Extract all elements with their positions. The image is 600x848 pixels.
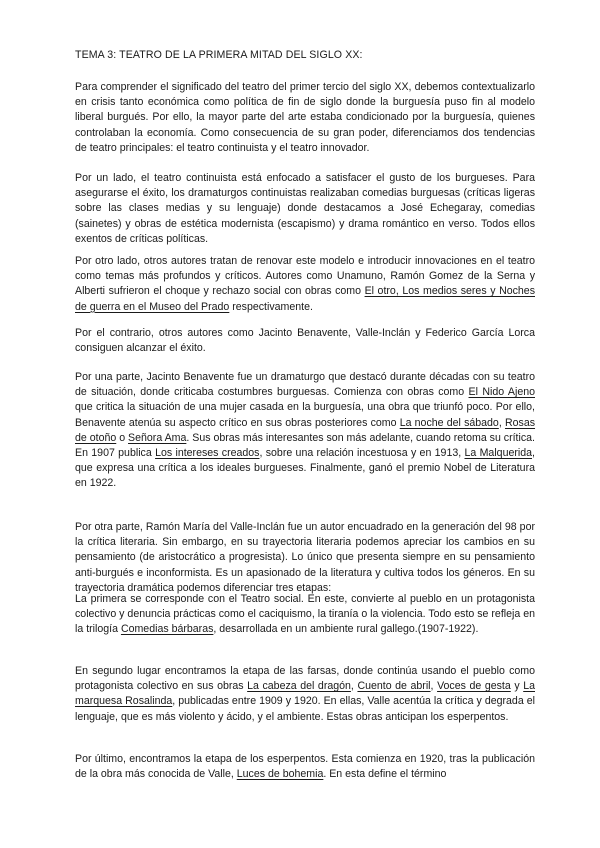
paragraph-text: , que expresa una crítica a los ideales burgueses. Finalmente, ganó el premio Nobel de Literatura en 1922.	[75, 447, 535, 490]
work-title: La cabeza del dragón	[247, 680, 351, 693]
work-title: Señora Ama	[128, 431, 187, 444]
paragraph-exito	[75, 326, 535, 356]
paragraph-text: ,	[498, 416, 505, 429]
paragraph-text: . En esta define el término	[323, 768, 447, 781]
paragraph-text: Por una parte, Jacinto Benavente fue un dramaturgo que destacó durante décadas con su teatro de situación, donde criticaba costumbres burguesas. Comienza con obras como	[75, 371, 535, 399]
paragraph-farsas	[75, 664, 535, 725]
paragraph-text: y	[510, 680, 524, 693]
paragraph-text: , desarrollada en un ambiente rural gallego.(1907-1922).	[213, 623, 479, 636]
work-title: Comedias bárbaras	[120, 623, 214, 636]
paragraph-teatro-continuista	[75, 171, 535, 247]
work-title: Los intereses creados	[155, 447, 260, 460]
paragraph-text: respectivamente.	[229, 300, 313, 313]
paragraph-text: Por último, encontramos la etapa de los esperpentos. Esta comienza en 1920, tras la publicación de la obra más conocida de Valle,	[75, 753, 535, 781]
document-title: TEMA 3: TEATRO DE LA PRIMERA MITAD DEL SIGLO XX:	[75, 49, 363, 61]
paragraph-text: , sobre una relación incestuosa y en 1913,	[259, 447, 465, 460]
work-title: Luces de bohemia	[236, 768, 324, 781]
paragraph-text: La primera se corresponde con el Teatro social. En este, convierte al pueblo en un protagonista colectivo y denuncia prácticas como el caciquismo, la tiranía o la violencia. Todo esto se refleja en la trilogía	[75, 593, 535, 636]
paragraph-text: ,	[350, 680, 358, 693]
paragraph-text: Para comprender el significado del teatro del primer tercio del siglo XX, debemos contextualizarlo en crisis tanto económica como política de fin de siglo donde la burguesía puso fin al modelo liberal burgués. Por ello, la mayor parte del arte estaba condicionado por la burguesía, quienes controlaban la economía. Como consecuencia de su gran poder, diferenciamos dos tendencias de teatro principales: el teatro continuista y el teatro innovador.	[75, 81, 535, 154]
paragraph-text: Por el contrario, otros autores como Jacinto Benavente, Valle-Inclán y Federico García Lorca consiguen alcanzar el éxito.	[75, 327, 535, 355]
paragraph-valle-inclan	[75, 520, 535, 596]
paragraph-text: En segundo lugar encontramos la etapa de las farsas, donde continúa usando el pueblo como protagonista colectivo en sus obras	[75, 665, 535, 693]
paragraph-text: , publicadas entre 1909 y 1920. En ellas, Valle acentúa la crítica y degrada el lenguaje, que es más violento y ácido, y el ambiente. Estas obras anticipan los esperpentos.	[75, 695, 535, 723]
work-title: La marquesa Rosalinda	[75, 680, 535, 708]
paragraph-text: Por otra parte, Ramón María del Valle-Inclán fue un autor encuadrado en la generación del 98 por la crítica literaria. Sin embargo, en su trayectoria literaria podemos apreciar los cambios en su pensamiento (de aristocrático a progresista). Lo único que presenta siempre en su pensamiento anti-burgués e inconformista. Es un apasionado de la literatura y cultiva todos los géneros. En su trayectoria dramática podemos diferenciar tres etapas:	[75, 521, 535, 594]
paragraph-teatro-social	[75, 592, 535, 638]
paragraph-text: Por un lado, el teatro continuista está enfocado a satisfacer el gusto de los burgueses. Para asegurarse el éxito, los dramaturgos continuistas realizaban comedias burguesas (críticas ligeras sobre las clases medias y su lenguaje) donde destacamos a José Echegaray, comedias (sainetes) y obras de estética modernista (escapismo) y drama romántico en verso. Todos ellos exentos de críticas políticas.	[75, 172, 535, 245]
work-title: El Nido Ajeno	[468, 386, 535, 399]
paragraph-text: que critica la situación de una mujer casada en la burguesía, una obra que triunfó poco. Por ello, Benavente atenúa su aspecto crítico en sus obras posteriores como	[75, 401, 535, 429]
work-title: La Malquerida	[464, 447, 533, 460]
work-title: Voces de gesta	[437, 680, 511, 693]
paragraph-esperpentos	[75, 752, 535, 782]
paragraph-text: o	[116, 431, 129, 444]
paragraph-benavente	[75, 370, 535, 492]
work-title: La noche del sábado	[399, 416, 499, 429]
paragraph-text: . Sus obras más interesantes son más adelante, cuando retoma su crítica. En 1907 publica	[75, 431, 535, 460]
work-title: Cuento de abril	[357, 680, 431, 693]
work-title: Rosas de otoño	[75, 416, 536, 444]
paragraph-teatro-innovador	[75, 254, 535, 315]
work-title: El otro, Los medios seres y Noches de guerra en el Museo del Prado	[75, 285, 535, 313]
paragraph-intro	[75, 80, 535, 156]
paragraph-text: Por otro lado, otros autores tratan de renovar este modelo e introducir innovaciones en el teatro como temas más profundos y críticos. Autores como Unamuno, Ramón Gomez de la Serna y Alberti sufrieron el choque y rechazo social con obras como	[75, 255, 535, 298]
paragraph-text: ,	[430, 680, 438, 693]
